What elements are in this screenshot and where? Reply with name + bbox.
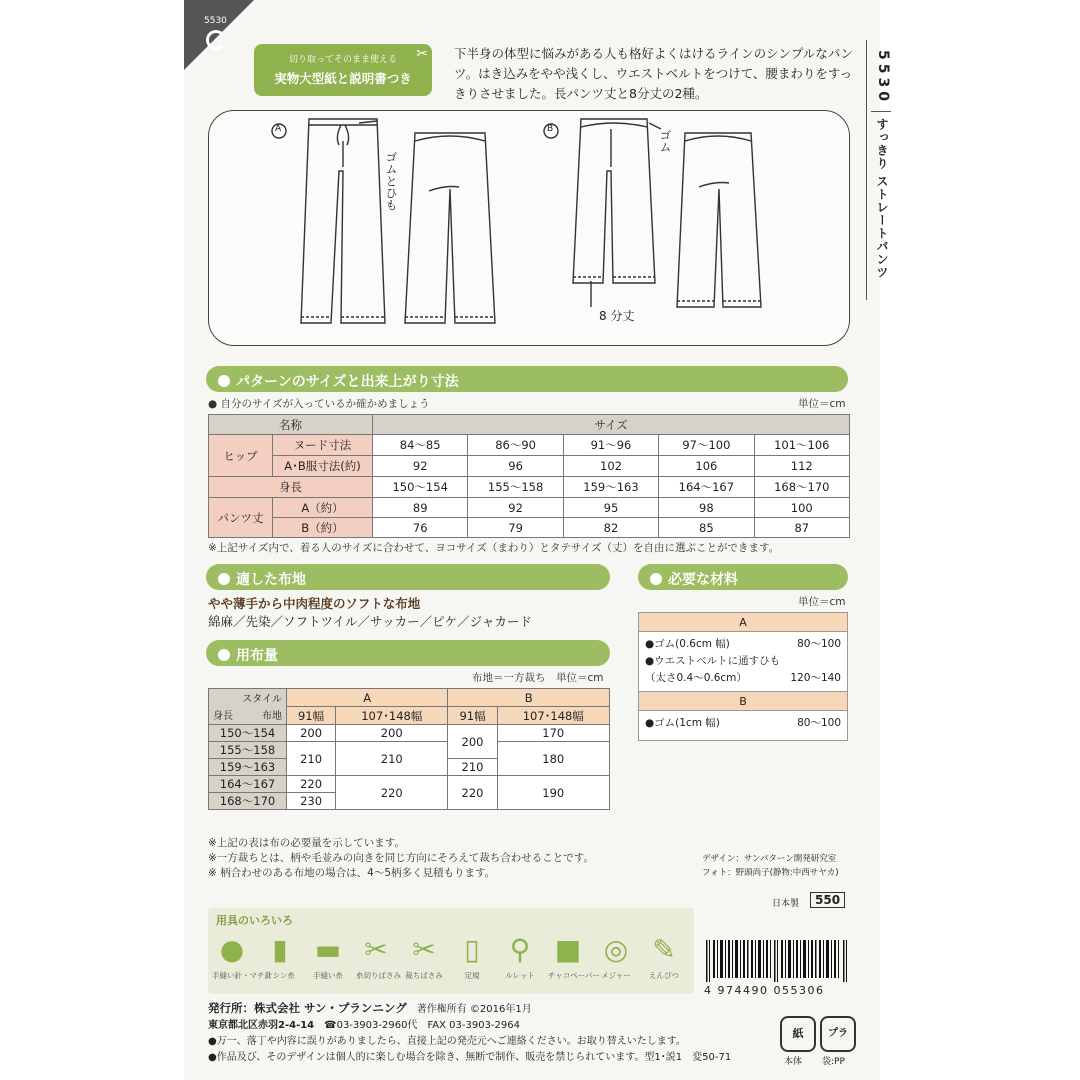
publisher: 発行所：株式会社 サン・プランニング [208, 1001, 407, 1015]
table-cell: 200 [336, 725, 448, 742]
tool-label: メジャー [601, 971, 631, 980]
size-footnote: ※上記サイズ内で、着る人のサイズに合わせて、ヨコサイズ（まわり）とタテサイズ（丈）を自由に選ぶことができます。 [208, 542, 780, 554]
table-cell: 200 [287, 725, 336, 742]
table-cell: 82 [563, 518, 658, 538]
hip-label: ヒップ [209, 435, 273, 477]
divider [871, 111, 891, 112]
note-line: ※上記の表は布の必要量を示しています。 [208, 837, 405, 849]
size-note: ● 自分のサイズが入っているか確かめましょう [208, 398, 430, 410]
tool-item [596, 930, 636, 981]
table-cell: 98 [659, 498, 754, 518]
logo-c-icon [206, 30, 226, 50]
table-cell: 170 [497, 725, 609, 742]
b-length-note: 8 分丈 [599, 309, 635, 323]
credits [702, 852, 839, 880]
table-cell: 164〜167 [659, 477, 754, 498]
row-header: 164〜167 [209, 776, 287, 793]
list-item [645, 653, 841, 670]
tool-item [212, 930, 272, 981]
tool-item [356, 930, 401, 981]
table-cell: 210 [287, 742, 336, 776]
table-cell: 91〜96 [563, 435, 658, 456]
material-qty: 80〜100 [797, 638, 841, 650]
recycle-label: 本体 [784, 1057, 803, 1067]
col-b-header: B [448, 689, 610, 707]
barcode-number: 4 974490 055306 [704, 984, 825, 997]
table-cell: 84〜85 [373, 435, 468, 456]
table-cell: 180 [497, 742, 609, 776]
yardage-notes [208, 836, 594, 881]
table-cell: 230 [287, 793, 336, 810]
tool-label: 手縫い針・マチ針 [212, 971, 272, 980]
col-a-header: A [287, 689, 448, 707]
table-cell: 150〜154 [373, 477, 468, 498]
tool-item [548, 930, 600, 981]
fabric-scissors-icon: ✂ [412, 933, 436, 966]
table-cell: 220 [336, 776, 448, 810]
size-table [208, 414, 850, 538]
table-cell: 85 [659, 518, 754, 538]
table-cell: 87 [754, 518, 849, 538]
table-cell: 76 [373, 518, 468, 538]
table-cell: 159〜163 [563, 477, 658, 498]
tool-label: 手縫い糸 [313, 971, 343, 980]
row-header: 159〜163 [209, 759, 287, 776]
materials-section-header [638, 564, 848, 590]
footer-note: ●万一、落丁や内容に誤りがありましたら、直接上記の発売元へご連絡ください。お取り替えいたします。 [208, 1036, 686, 1047]
recycle-label: 袋:PP [822, 1057, 845, 1067]
table-cell: 210 [336, 742, 448, 776]
tool-item [404, 930, 444, 981]
thread-spool-icon: ▮ [272, 933, 288, 966]
table-cell: 101〜106 [754, 435, 849, 456]
design-credit: デザイン：サンパターン開発研究室 [702, 854, 837, 864]
tool-label: 裁ちばさみ [405, 971, 443, 980]
width-header: 107･148幅 [497, 707, 609, 725]
bullet-icon [218, 649, 230, 661]
list-item [645, 715, 841, 732]
hand-thread-icon: ▬ [314, 933, 342, 966]
table-cell: 220 [448, 776, 497, 810]
garment-illustration [208, 110, 850, 346]
material-name: ●ゴム(0.6cm 幅) [645, 638, 730, 650]
table-cell: 92 [468, 498, 563, 518]
yardage-section-header [206, 640, 610, 666]
fabric-lead: やや薄手から中肉程度のソフトな布地 [208, 596, 421, 611]
size-unit: 単位＝cm [798, 398, 846, 410]
yardage-note: 布地＝一方裁ち 単位＝cm [472, 672, 604, 684]
garment-label: A･B服寸法(約) [273, 456, 373, 477]
note-line: ※一方裁ちとは、柄や毛並みの向きを同じ方向にそろえて裁ち合わせることです。 [208, 852, 594, 864]
size-header: サイズ [373, 415, 850, 435]
tool-item [260, 930, 300, 981]
name-header: 名称 [209, 415, 373, 435]
size-note-text: 自分のサイズが入っているか確かめましょう [220, 398, 430, 410]
row-header: 150〜154 [209, 725, 287, 742]
table-cell: 190 [497, 776, 609, 810]
pants-length-label: パンツ丈 [209, 498, 273, 538]
width-header: 91幅 [287, 707, 336, 725]
promo-sub: 切り取ってそのまま使える [288, 55, 397, 65]
row-header: 168〜170 [209, 793, 287, 810]
width-header: 107･148幅 [336, 707, 448, 725]
a-note: ゴムとひも [384, 151, 398, 211]
materials-section-title: 必要な材料 [668, 572, 738, 588]
tools-title: 用具のいろいろ [216, 914, 293, 927]
plastic-recycle-icon: プラ [820, 1016, 856, 1052]
table-cell: 200 [448, 725, 497, 759]
tool-item [644, 930, 684, 981]
pencil-icon: ✎ [652, 933, 676, 966]
table-cell: 100 [754, 498, 849, 518]
footer [208, 1000, 768, 1066]
fabric-list: 綿麻／先染／ソフトツイル／サッカー／ピケ／ジャカード [208, 614, 532, 629]
tool-label: ミシン糸 [265, 971, 295, 980]
ruler-icon: ▯ [464, 933, 480, 966]
materials-a-head: A [638, 612, 848, 632]
material-sub: （太さ0.4〜0.6cm） [645, 672, 747, 684]
table-cell: 168〜170 [754, 477, 849, 498]
table-cell: 79 [468, 518, 563, 538]
tools-panel [208, 908, 694, 994]
spine-code: 5530 [875, 50, 891, 105]
table-cell: 155〜158 [468, 477, 563, 498]
spine-title: すっきり ストレートパンツ [875, 117, 889, 280]
table-cell: 97〜100 [659, 435, 754, 456]
table-cell: 96 [468, 456, 563, 477]
fabric-section-title: 適した布地 [236, 572, 306, 588]
pincushion-icon: ● [219, 933, 245, 966]
address: 東京都北区赤羽2-4-14 [208, 1020, 315, 1031]
width-header: 91幅 [448, 707, 497, 725]
table-cell: 210 [448, 759, 497, 776]
table-cell: 112 [754, 456, 849, 477]
table-cell: 106 [659, 456, 754, 477]
fabric-label: 布地 [262, 711, 282, 722]
pattern-code: 5530 [204, 16, 227, 26]
style-label: スタイル [242, 694, 282, 705]
list-item [645, 636, 841, 653]
nude-label: ヌード寸法 [273, 435, 373, 456]
note-line: ※ 柄合わせのある布地の場合は、4〜5柄多く見積もります。 [208, 867, 496, 879]
bullet-icon [218, 573, 230, 585]
fabric-section-header [206, 564, 610, 590]
tracing-wheel-icon: ⚲ [509, 933, 531, 966]
table-cell: 220 [287, 776, 336, 793]
chalk-paper-icon: ■ [554, 933, 582, 966]
promo-badge [254, 44, 432, 96]
material-name: ●ウエストベルトに通すひも [645, 655, 781, 667]
scissors-icon: ✂ [416, 46, 428, 62]
phone: ☎03-3903-2960代 [324, 1020, 418, 1031]
fax: FAX 03-3903-2964 [427, 1020, 520, 1031]
style-b-label: B [547, 124, 554, 134]
promo-main: 実物大型紙と説明書つき [274, 71, 412, 86]
bullet-icon [650, 573, 662, 585]
table-cell: 92 [373, 456, 468, 477]
tool-item [500, 930, 540, 981]
tool-item [452, 930, 492, 981]
tool-item [308, 930, 348, 981]
materials-box [638, 612, 848, 750]
list-item [645, 670, 841, 687]
bullet-icon [218, 375, 230, 387]
row-header: 155〜158 [209, 742, 287, 759]
b-length-label: B（約） [273, 518, 373, 538]
thread-scissors-icon: ✂ [364, 933, 388, 966]
a-length-label: A（約） [273, 498, 373, 518]
style-a-label: A [275, 124, 282, 134]
table-cell: 95 [563, 498, 658, 518]
materials-b-head: B [638, 691, 848, 711]
tool-label: ルレット [505, 971, 535, 980]
materials-a-body [638, 632, 848, 691]
paper-recycle-icon: 紙 [780, 1016, 816, 1052]
pants-drawing [209, 111, 851, 347]
made-in-japan: 日本製 [772, 899, 800, 909]
size-section-title: パターンのサイズと出来上がり寸法 [236, 374, 459, 390]
material-name: ●ゴム(1cm 幅) [645, 717, 720, 729]
b-note: ゴム [658, 129, 672, 153]
corner-header [209, 689, 287, 725]
height-label: 身長 [213, 711, 233, 722]
price: 550 [810, 892, 845, 908]
intro-text: 下半身の体型に悩みがある人も格好よくはけるラインのシンプルなパンツ。はき込みをやや浅くし、ウエストベルトをつけて、腰まわりをすっきりさせました。長パンツ丈と8分丈の2種。 [454, 46, 853, 101]
tool-label: 定規 [464, 971, 480, 980]
tool-label: チャコペーパー [548, 971, 600, 980]
photo-credit: フォト：野頭尚子(静物:中西サヤカ) [702, 868, 839, 878]
yardage-table [208, 688, 610, 810]
spine-label [866, 40, 894, 300]
tool-label: えんぴつ [649, 971, 679, 980]
height-label: 身長 [209, 477, 373, 498]
copyright: 著作権所有 ©2016年1月 [416, 1004, 532, 1015]
footer-note: ●作品及び、そのデザインは個人的に楽しむ場合を除き、無断で制作、販売を禁じられています。型1･説1 変50-71 [208, 1052, 732, 1063]
table-cell: 89 [373, 498, 468, 518]
materials-unit: 単位＝cm [798, 596, 846, 608]
material-qty: 80〜100 [797, 717, 841, 729]
tape-measure-icon: ◎ [603, 933, 629, 966]
material-qty: 120〜140 [790, 672, 841, 684]
tool-label: 糸切りばさみ [356, 971, 401, 980]
barcode-icon [704, 940, 850, 982]
materials-b-body [638, 711, 848, 741]
table-cell: 102 [563, 456, 658, 477]
size-section-header [206, 366, 848, 392]
table-cell: 86〜90 [468, 435, 563, 456]
yardage-section-title: 用布量 [236, 648, 278, 664]
pattern-back-cover [184, 0, 891, 1080]
